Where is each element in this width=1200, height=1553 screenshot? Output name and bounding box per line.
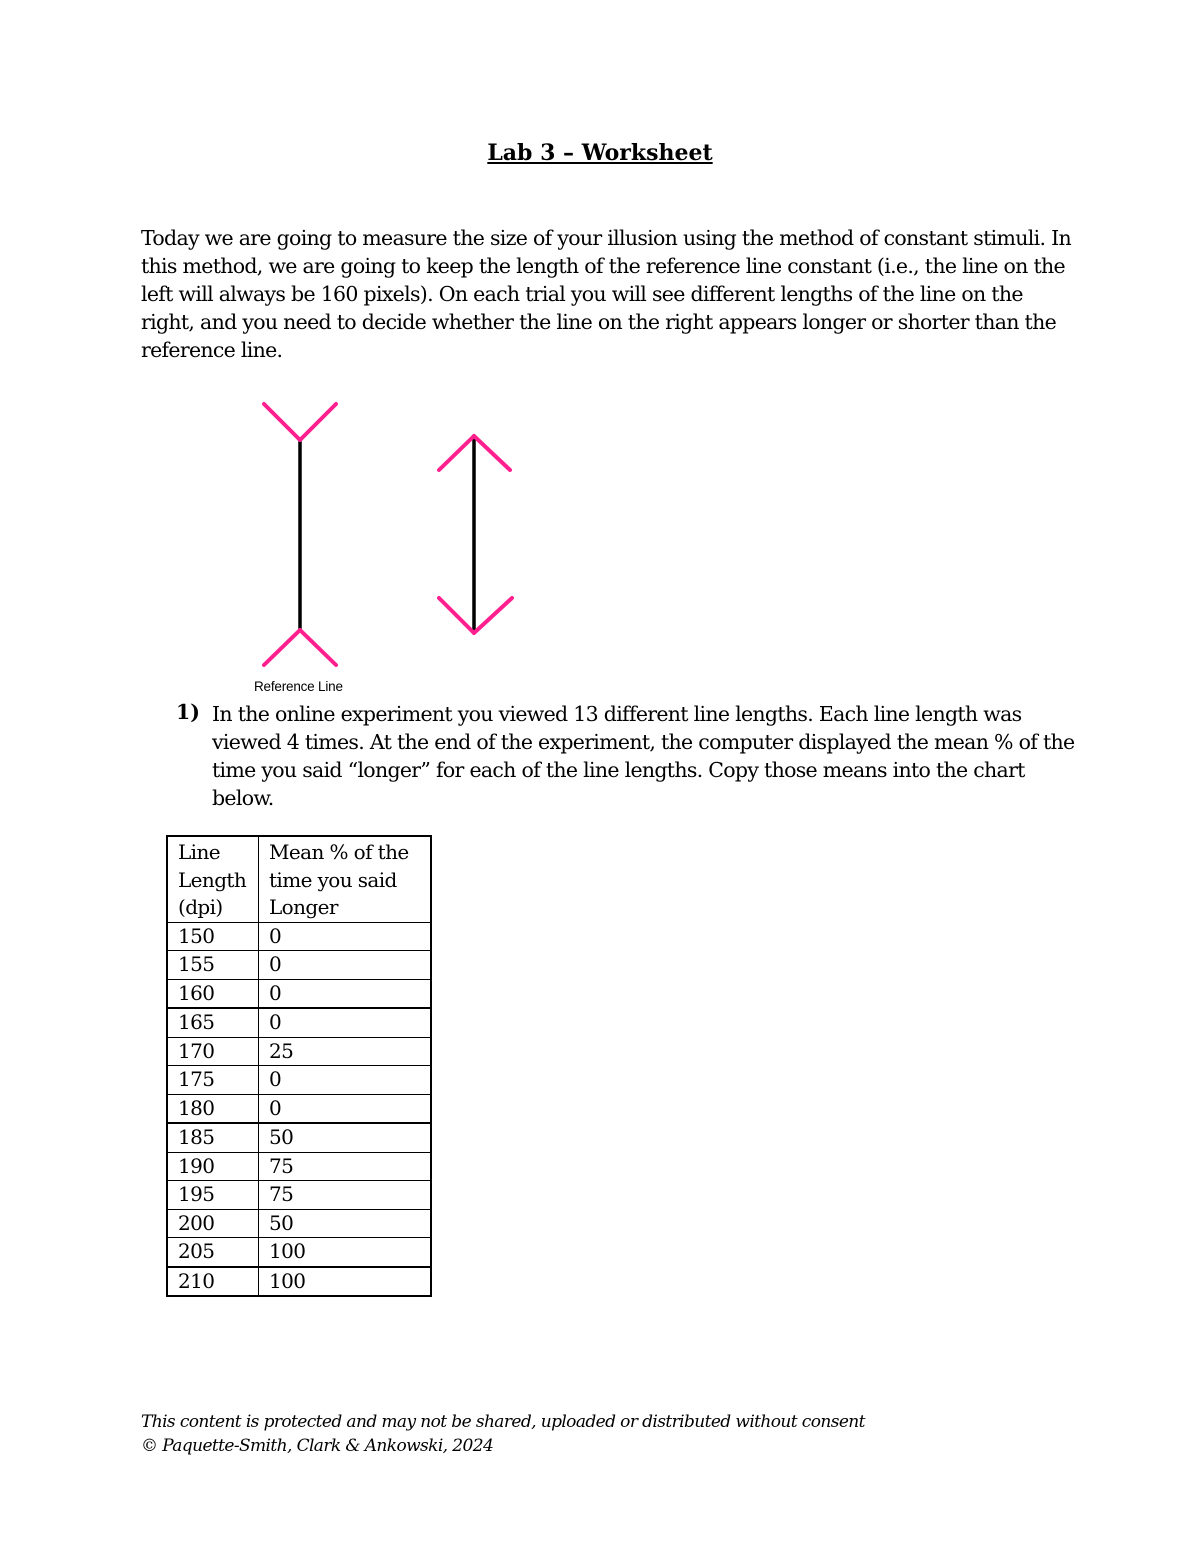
question-text: In the online experiment you viewed 13 different line lengths. Each line length was viewed 4 times. At the end of the experiment, the computer displayed the mean % of the time you said “longer” for each of the line lengths. Copy those means into the chart below. [212,702,1075,810]
table-body [167,922,431,1296]
cell-mean-percent: 0 [259,1066,432,1095]
cell-line-length: 190 [167,1152,259,1181]
worksheet-title: Lab 3 – Worksheet [487,140,713,166]
cell-mean-percent: 100 [259,1238,432,1267]
footer [141,1410,865,1458]
cell-mean-percent: 0 [259,1008,432,1037]
muller-lyer-illusion-figure [250,398,530,698]
cell-line-length: 210 [167,1267,259,1297]
cell-mean-percent: 0 [259,1094,432,1123]
cell-mean-percent: 75 [259,1152,432,1181]
cell-line-length: 180 [167,1094,259,1123]
table-row [167,922,431,951]
table-row [167,1267,431,1297]
question-number: 1) [176,700,200,724]
table-row [167,951,431,980]
figure-caption: Reference Line [254,679,343,694]
table-row [167,1181,431,1210]
cell-mean-percent: 100 [259,1267,432,1297]
reference-top-fins [264,404,336,440]
cell-line-length: 185 [167,1123,259,1152]
cell-line-length: 200 [167,1209,259,1238]
cell-line-length: 150 [167,922,259,951]
cell-line-length: 175 [167,1066,259,1095]
cell-line-length: 195 [167,1181,259,1210]
table-row [167,1008,431,1037]
intro-paragraph: Today we are going to measure the size of your illusion using the method of constant stimuli. In this method, we are going to keep the length of the reference line constant (i.e., the line on the left will always be 160 pixels). On each trial you will see different lengths of the line on the right, and you need to decide whether the line on the right appears longer or shorter than the reference line. [141,226,1071,362]
table-header-row [167,836,431,922]
table-row [167,1209,431,1238]
table-row [167,979,431,1008]
footer-copyright: © Paquette-Smith, Clark & Ankowski, 2024 [141,1436,494,1456]
cell-line-length: 160 [167,979,259,1008]
cell-line-length: 170 [167,1037,259,1066]
cell-mean-percent: 50 [259,1123,432,1152]
cell-mean-percent: 0 [259,922,432,951]
header-mean-percent: Mean % of the time you said Longer [259,836,432,922]
table-row [167,1123,431,1152]
table-row [167,1037,431,1066]
cell-line-length: 165 [167,1008,259,1037]
table-row [167,1152,431,1181]
cell-line-length: 205 [167,1238,259,1267]
cell-mean-percent: 0 [259,951,432,980]
header-line-length: Line Length (dpi) [167,836,259,922]
results-table [166,835,432,1297]
table-row [167,1238,431,1267]
cell-mean-percent: 25 [259,1037,432,1066]
cell-mean-percent: 50 [259,1209,432,1238]
cell-mean-percent: 75 [259,1181,432,1210]
cell-mean-percent: 0 [259,979,432,1008]
table-row [167,1094,431,1123]
reference-bottom-fins [264,630,336,665]
cell-line-length: 155 [167,951,259,980]
table-row [167,1066,431,1095]
footer-notice: This content is protected and may not be shared, uploaded or distributed without consent [141,1412,865,1432]
